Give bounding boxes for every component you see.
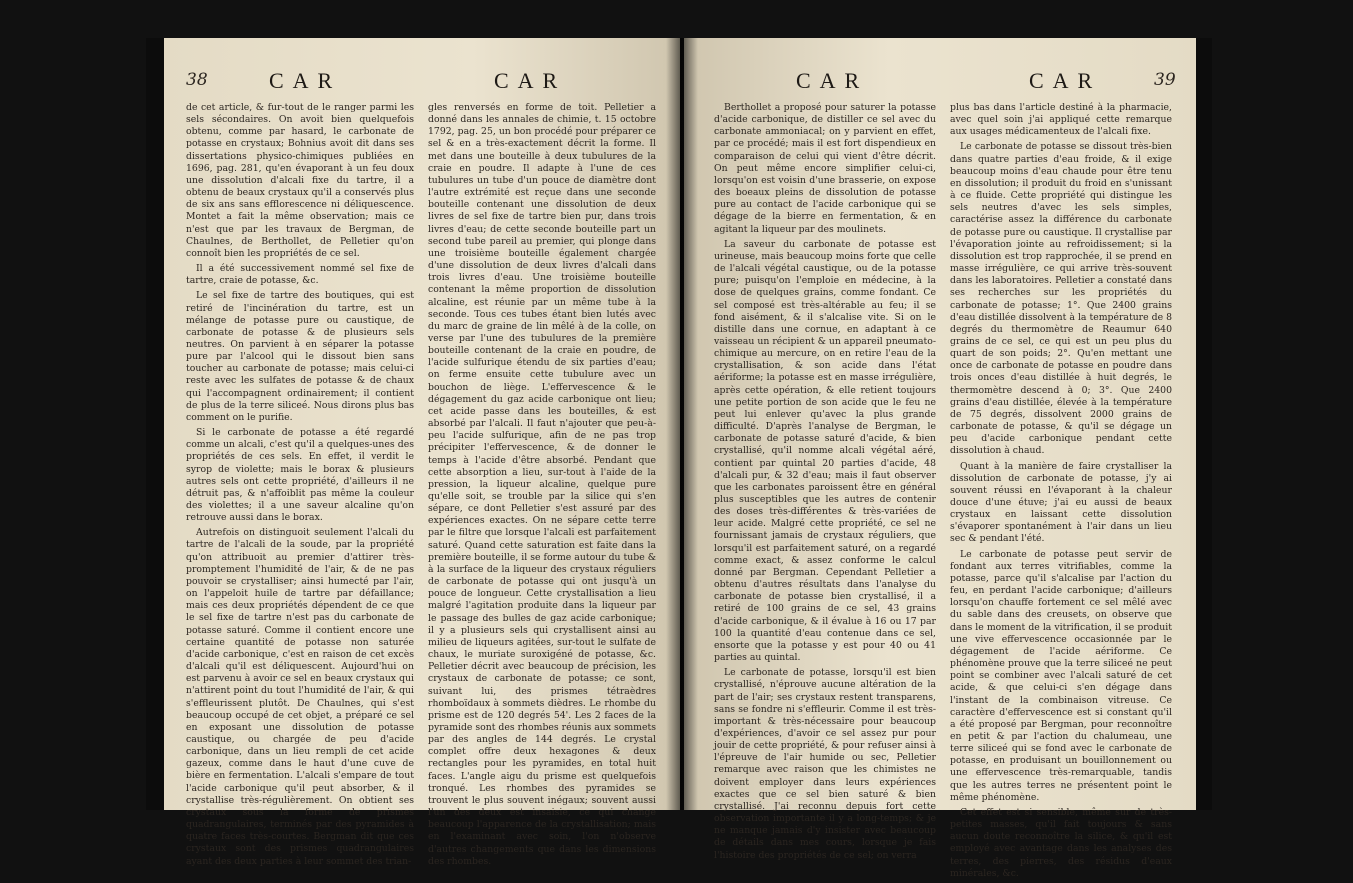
column-2 <box>428 102 656 871</box>
paragraph: Le carbonate de potasse, lorsqu'il est bien crystallisé, n'éprouve aucune altération de la part de l'air; ses crystaux restent transparens, sans se fondre ni s'effleurir. Comme il est très-important & très-nécessaire pour beaucoup d'expériences, d'avoir ce sel assez pur pour jouir de cette propriété, & pour refuser ainsi à l'épreuve de l'air humide ou sec, Pelletier remarque avec raison que les chimistes ne doivent employer dans leurs expériences exactes que ce sel bien saturé & bien crystallisé. J'ai reconnu depuis fort cette observation importante il y a long-temps; & je ne manque jamais d'y insister avec beaucoup de détails dans mes cours, lorsque je fais l'histoire des propriétés de ce sel; on verra <box>714 667 936 861</box>
book-gutter <box>666 38 698 810</box>
paragraph: Quant à la manière de faire crystalliser la dissolution de carbonate de potasse, j'y ai souvent réussi en l'évaporant à la chaleur douce d'une étuve; j'ai eu aussi de beaux crystaux en laissant cette dissolution s'évaporer spontanément à l'air dans un lieu sec & pendant l'été. <box>950 460 1172 545</box>
page-number: 38 <box>186 70 208 90</box>
running-header-left: CAR <box>796 68 869 93</box>
paragraph: Cet effet est si sensible, même sur de très-petites masses, qu'il fait toujours & sans aucun doute reconnoître la silice, & qu'il est employé avec avantage dans les analyses des terres, des pierres, des résidus d'eaux minérales, &c. <box>950 806 1172 879</box>
text-columns <box>186 102 656 871</box>
open-book <box>146 38 1212 879</box>
paragraph: de cet article, & fur-tout de le ranger parmi les sels sécondaires. On avoit bien quelquefois obtenu, comme par hasard, le carbonate de potasse en crystaux; Bohnius avoit dit dans ses dissertations physico-chimiques publiées en 1696, pag. 281, qu'en évaporant à un feu doux une dissolution d'alcali fixe du tartre, il a obtenu de beaux crystaux qu'il a conservés plus de six ans sans efflorescence ni déliquescence. Montet a fait la même observation; mais ce n'est que par les travaux de Bergman, de Chaulnes, de Berthollet, de Pelletier qu'on connoît bien les propriétés de ce sel. <box>186 102 414 259</box>
left-page <box>164 38 680 867</box>
paragraph: Le carbonate de potasse se dissout très-bien dans quatre parties d'eau froide, & il exige beaucoup moins d'eau chaude pour être tenu en dissolution; il produit du froid en s'unissant à ce fluide. Cette propriété qui distingue les sels neutres d'avec les sels simples, caractérise assez la différence du carbonate de potasse pure ou caustique. Il crystallise par l'évaporation jointe au refroidissement; si la dissolution est trop rapprochée, il se prend en masse irrégulière, ce qui arrive très-souvent dans les laboratoires. Pelletier a constaté dans ses recherches sur les propriétés du carbonate de potasse; 1°. Que 2400 grains d'eau distillée dissolvent à la température de 8 degrés du thermomètre de Reaumur 640 grains de ce sel, ce qui est un peu plus du quart de son poids; 2°. Qu'en mettant une once de carbonate de potasse en poudre dans trois onces d'eau distillée à huit degrés, le thermomètre descend à 0; 3°. Que 2400 grains d'eau distillée, élevée à la température de 75 degrés, dissolvent 2000 grains de carbonate de potasse, & qu'il se dégage un peu d'acide carbonique pendant cette dissolution à chaud. <box>950 141 1172 457</box>
paragraph: gles renversés en forme de toit. Pelletier a donné dans les annales de chimie, t. 15 octobre 1792, pag. 25, un bon procédé pour préparer ce sel & en a très-exactement décrit la forme. Il met dans une bouteille à deux tubulures de la craie en poudre. Il adapte à l'une de ces tubulures un tube d'un pouce de diamètre dont l'autre extrémité est reçue dans une seconde bouteille contenant une dissolution de deux livres de sel fixe de tartre bien pur, dans trois livres d'eau; de cette seconde bouteille part un second tube pareil au premier, qui plonge dans une troisième bouteille également chargée d'une dissolution de deux livres d'alcali dans trois livres d'eau. Une troisième bouteille contenant la même proportion de dissolution alcaline, est réunie par un même tube à la seconde. Tous ces tubes étant bien lutés avec du marc de graine de lin mêlé à de la colle, on verse par l'une des tubulures de la première bouteille contenant de la craie en poudre, de l'acide sulfurique étendu de six parties d'eau; on ferme ensuite cette tubulure avec un bouchon de liège. L'effervescence & le dégagement du gaz acide carbonique ont lieu; cet acide passe dans les bouteilles, & est absorbé par l'alcali. Il faut n'ajouter que peu-à-peu l'acide sulfurique, afin de ne pas trop précipiter l'effervescence, & de donner le temps à l'acide d'être absorbé. Pendant que cette absorption a lieu, sur-tout à l'aide de la pression, la liqueur alcaline, quelque pure qu'elle soit, se trouble par la silice qui s'en sépare, ce dont Pelletier s'est assuré par des expériences exactes. On ne sépare cette terre par le filtre que lorsque l'alcali est parfaitement saturé. Quand cette saturation est faite dans la première bouteille, il se forme autour du tube & à la surface de la liqueur des crystaux réguliers de carbonate de potasse qui ont jusqu'à un pouce de longueur. Cette crystallisation a lieu malgré l'agitation produite dans la liqueur par le passage des bulles de gaz acide carbonique; il y a plusieurs sels qui crystallisent ainsi au milieu de liqueurs agitées, sur-tout le sulfate de chaux, le muriate suroxigéné de potasse, &c. Pelletier décrit avec beaucoup de précision, les crystaux de carbonate de potasse; ce sont, suivant lui, des prismes tétraèdres rhomboïdaux à sommets dièdres. Le rhombe du prisme est de 120 degrés 54'. Les 2 faces de la pyramide sont des rhombes réunis aux sommets par des angles de 144 degrés. Le crystal complet offre deux hexagones & deux rectangles pour les pyramides, en total huit faces. L'angle aigu du prisme est quelquefois tronqué. Les rhombes des pyramides se trouvent le plus souvent inégaux; souvent aussi l'un des deux est insaisie, ce qui change beaucoup l'apparence de la crystallisation; mais en l'examinant avec soin, l'on n'observe d'autres changements que dans les dimensions des rhombes. <box>428 102 656 867</box>
right-page <box>684 38 1196 879</box>
column-1 <box>186 102 414 871</box>
paragraph: Berthollet a proposé pour saturer la potasse d'acide carbonique, de distiller ce sel avec du carbonate ammoniacal; on y parvient en effet, par ce procédé; mais il est fort dispendieux en comparaison de celui qui vient d'être décrit. On peut même encore simplifier celui-ci, lorsqu'on est voisin d'une brasserie, on expose des boeaux pleins de dissolution de potasse pure au contact de l'acide carbonique qui se dégage de la bierre en fermentation, & en agitant la liqueur par des moulinets. <box>714 102 936 235</box>
running-header-left: CAR <box>269 68 342 93</box>
paragraph: Autrefois on distinguoit seulement l'alcali du tartre de l'alcali de la soude, par la propriété qu'on attribuoit au premier d'attirer très-promptement l'humidité de l'air, & de ne pas pouvoir se crystalliser; ainsi humecté par l'air, on l'appeloit huile de tartre par défaillance; mais ces deux propriétés dépendent de ce que le sel fixe de tartre n'est pas du carbonate de potasse saturé. Comme il contient encore une certaine quantité de potasse non saturée d'acide carbonique, c'est en raison de cet excès d'alcali qu'il est déliquescent. Aujourd'hui on est parvenu à avoir ce sel en beaux crystaux qui n'attirent point du tout l'humidité de l'air, & qui s'effleurissent plutôt. De Chaulnes, qui s'est beaucoup occupé de cet objet, a préparé ce sel en exposant une dissolution de potasse caustique, ou chargée de peu d'acide carbonique, dans un lieu rempli de cet acide gazeux, comme dans le haut d'une cuve de bière en fermentation. L'alcali s'empare de tout l'acide carbonique qu'il peut absorber, & il crystallise très-régulièrement. On obtient ses crystaux sous la forme de prismes quadrangulaires, terminés par des pyramides à quatre faces très-courtes. Bergman dit que ces crystaux sont des prismes quadrangulaires ayant des deux parties à leur sommet des trian- <box>186 527 414 867</box>
column-2 <box>950 102 1172 883</box>
running-header-right: CAR <box>494 68 567 93</box>
paragraph: plus bas dans l'article destiné à la pharmacie, avec quel soin j'ai appliqué cette remarque aux usages médicamenteux de l'alcali fixe. <box>950 102 1172 138</box>
paragraph: Le sel fixe de tartre des boutiques, qui est retiré de l'incinération du tartre, est un mélange de potasse pure ou caustique, de carbonate de potasse & de plusieurs sels neutres. On parvient à en séparer la potasse pure par l'alcool qui le dissout bien sans toucher au carbonate de potasse; mais celui-ci reste avec les sulfates de potasse & de chaux qui l'accompagnent ordinairement; il contient de plus de la terre siliceé. Nous dirons plus bas comment on le purifie. <box>186 290 414 423</box>
page-number: 39 <box>1154 70 1176 90</box>
paragraph: Le carbonate de potasse peut servir de fondant aux terres vitrifiables, comme la potasse, parce qu'il s'alcalise par l'action du feu, en perdant l'acide carbonique; d'ailleurs lorsqu'on chauffe fortement ce sel mêlé avec du sable dans des creusets, on observe que dans le moment de la vitrification, il se produit une vive effervescence occasionnée par le dégagement de l'acide aériforme. Ce phénomène prouve que la terre siliceé ne peut point se combiner avec l'alcali saturé de cet acide, & que celui-ci s'en dégage dans l'instant de la combinaison vitreuse. Ce caractère d'effervescence est si constant qu'il a été proposé par Bergman, pour reconnoître en petit & par l'action du chalumeau, une terre siliceé qui se fond avec le carbonate de potasse, en produisant un bouillonnement ou une effervescence très-remarquable, tandis que les autres terres ne présentent point le même phénomène. <box>950 548 1172 803</box>
column-1 <box>714 102 936 883</box>
paragraph: Il a été successivement nommé sel fixe de tartre, craie de potasse, &c. <box>186 263 414 287</box>
paragraph: La saveur du carbonate de potasse est urineuse, mais beaucoup moins forte que celle de l'alcali végétal caustique, ou de la potasse pure; puisqu'on l'emploie en médecine, à la dose de quelques grains, comme fondant. Ce sel composé est très-altérable au feu; il se fond aisément, & il s'alcalise vite. Si on le distille dans une cornue, en adaptant à ce vaisseau un récipient & un appareil pneumato-chimique au mercure, on en retire l'eau de la crystallisation, & son acide dans l'état aériforme; la potasse est en masse irrégulière, après cette opération, & elle retient toujours une petite portion de son acide que le feu ne peut lui enlever qu'avec la plus grande difficulté. D'après l'analyse de Bergman, le carbonate de potasse saturé d'acide, & bien crystallisé, qu'il nomme alcali végétal aéré, contient par quintal 20 parties d'acide, 48 d'alcali pur, & 32 d'eau; mais il faut observer que les carbonates paroissent être en général plus susceptibles que les autres de contenir des doses très-différentes & très-variées de leur acide. Malgré cette propriété, ce sel ne fournissant jamais de crystaux réguliers, que lorsqu'il est parfaitement saturé, on a regardé comme exact, & assez conforme le calcul donné par Bergman. Cependant Pelletier a obtenu d'autres résultats dans l'analyse du carbonate de potasse bien crystallisé, il a retiré de 100 grains de ce sel, 43 grains d'acide carbonique, & il évalue à 16 ou 17 par 100 la quantité d'eau contenue dans ce sel, ensorte que la potasse y est pour 40 ou 41 parties au quintal. <box>714 238 936 664</box>
running-header-right: CAR <box>1029 68 1102 93</box>
text-columns <box>714 102 1172 883</box>
paragraph: Si le carbonate de potasse a été regardé comme un alcali, c'est qu'il a quelques-unes des propriétés de ces sels. En effet, il verdit le syrop de violette; mais le borax & plusieurs autres sels ont cette propriété, d'ailleurs il ne détruit pas, & n'affoiblit pas même la couleur des violettes; il a une saveur alcaline qu'on retrouve aussi dans le borax. <box>186 427 414 524</box>
